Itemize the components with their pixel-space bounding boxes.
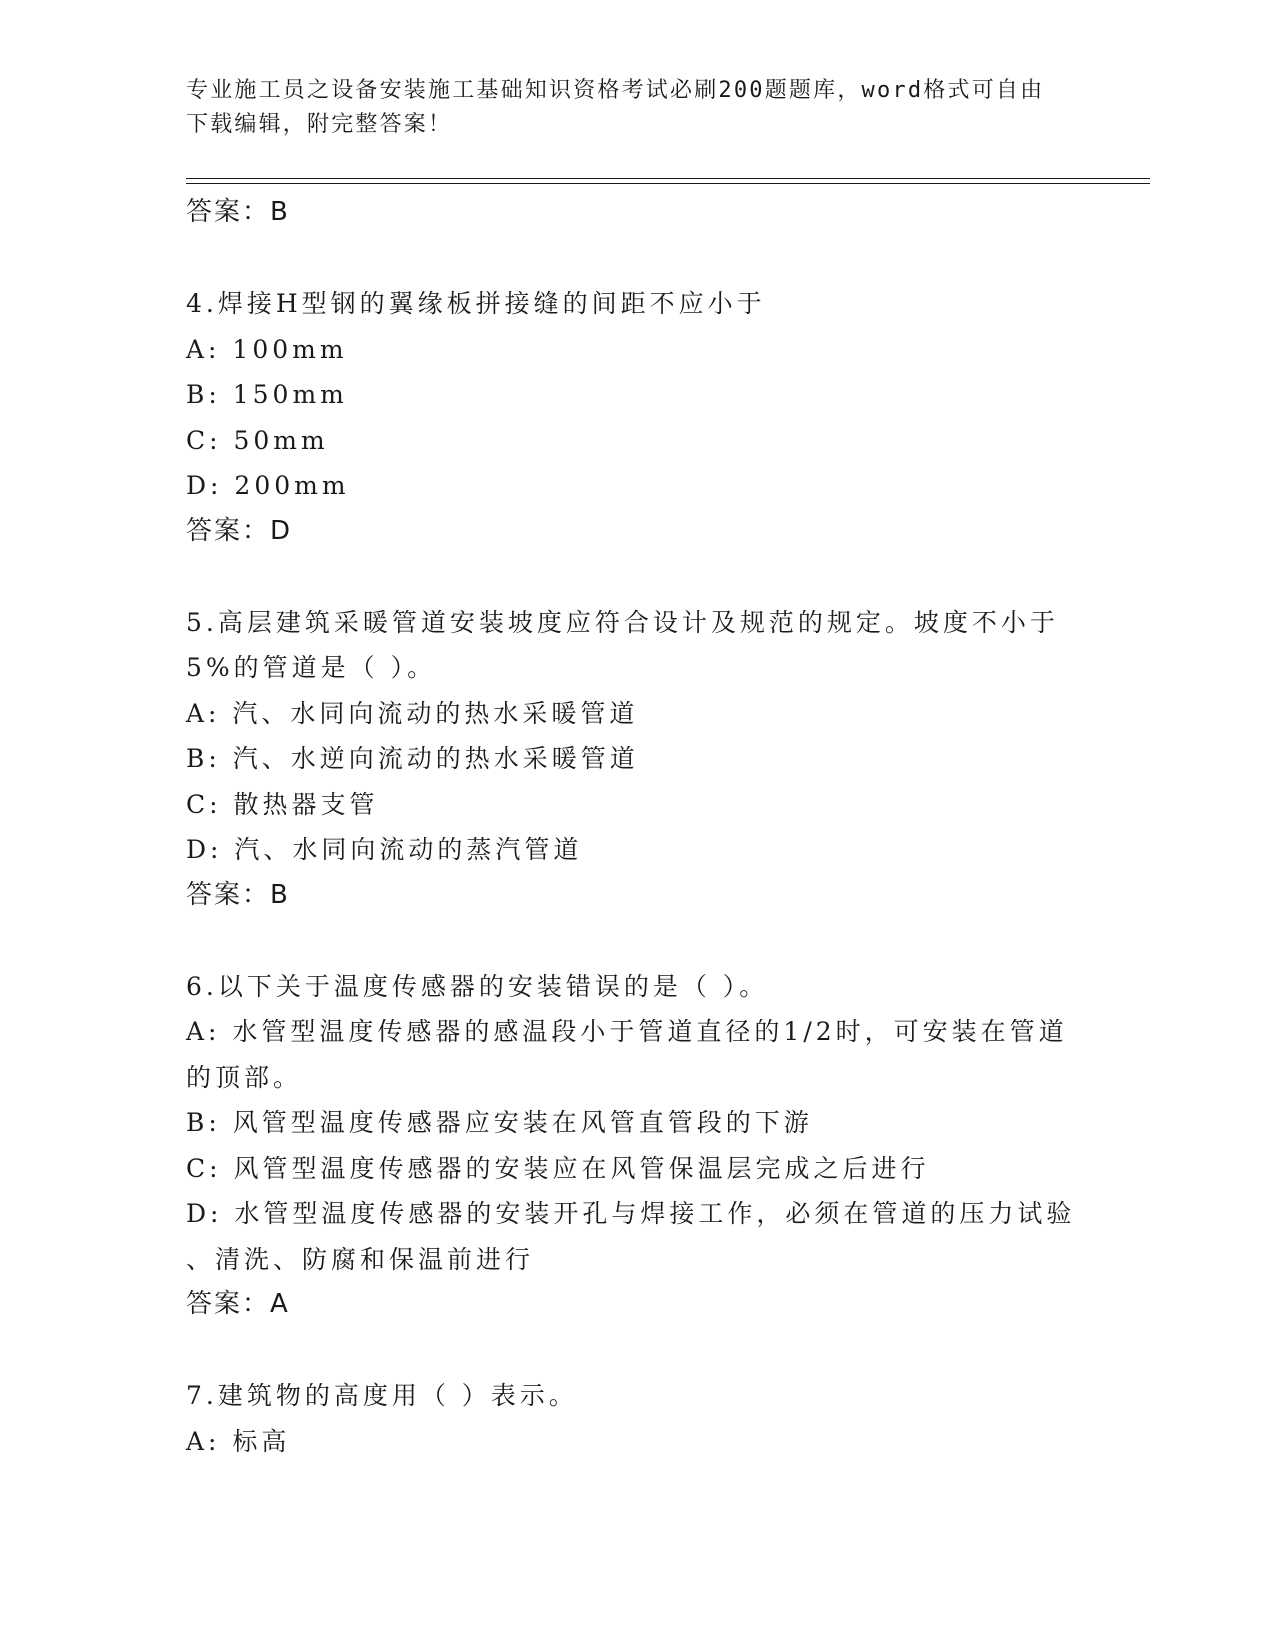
question-stem: 6.以下关于温度传感器的安装错误的是（ ）。: [186, 971, 769, 1001]
option-b: B: 风管型温度传感器应安装在风管直管段的下游: [186, 1108, 813, 1137]
option-d: D: 汽、水同向流动的蒸汽管道: [186, 835, 583, 864]
option-c: C: 风管型温度传感器的安装应在风管保温层完成之后进行: [186, 1153, 930, 1183]
option-b: B: 汽、水逆向流动的热水采暖管道: [186, 744, 639, 773]
option-a: A: 标高: [186, 1426, 291, 1456]
option-b: B: 150mm: [186, 380, 348, 409]
question-5: [186, 600, 1086, 919]
question-6: [186, 964, 1086, 1328]
answer: 答案：A: [186, 1289, 290, 1319]
option-d: D: 200mm: [186, 471, 350, 500]
spacer: [186, 236, 1086, 282]
option-a: A: 100mm: [186, 334, 348, 364]
question-list: [186, 190, 1086, 1464]
header-line-2: 下载编辑，附完整答案！: [186, 112, 453, 137]
answer: 答案：B: [186, 879, 290, 910]
option-d-line-2: 、清洗、防腐和保温前进行: [186, 1244, 535, 1274]
spacer: [186, 918, 1086, 964]
spacer: [186, 1328, 1086, 1374]
spacer: [186, 554, 1086, 600]
answer: 答案：D: [186, 515, 293, 546]
option-a-line-2: 的顶部。: [186, 1062, 303, 1092]
question-4: [186, 281, 1086, 554]
header-divider-top: [186, 178, 1150, 179]
option-c: C: 散热器支管: [186, 789, 379, 819]
option-a: A: 汽、水同向流动的热水采暖管道: [186, 698, 639, 728]
question-stem-line-2: 5%的管道是（ ）。: [186, 653, 437, 682]
question-7: [186, 1373, 1086, 1464]
option-d-line-1: D: 水管型温度传感器的安装开孔与焊接工作，必须在管道的压力试验: [186, 1199, 1076, 1228]
option-a-line-1: A: 水管型温度传感器的感温段小于管道直径的1/2时，可安装在管道: [186, 1017, 1068, 1046]
document-header: [186, 74, 1066, 142]
question-stem-line-1: 5.高层建筑采暖管道安装坡度应符合设计及规范的规定。坡度不小于: [186, 607, 1059, 637]
question-stem: 4.焊接H型钢的翼缘板拼接缝的间距不应小于: [186, 289, 766, 318]
header-line-1: 专业施工员之设备安装施工基础知识资格考试必刷200题题库，word格式可自由: [186, 78, 1045, 103]
option-c: C: 50mm: [186, 425, 329, 455]
question-stem: 7.建筑物的高度用（ ）表示。: [186, 1381, 578, 1410]
header-divider-bottom: [186, 183, 1150, 184]
answer-previous: 答案：B: [186, 197, 290, 227]
